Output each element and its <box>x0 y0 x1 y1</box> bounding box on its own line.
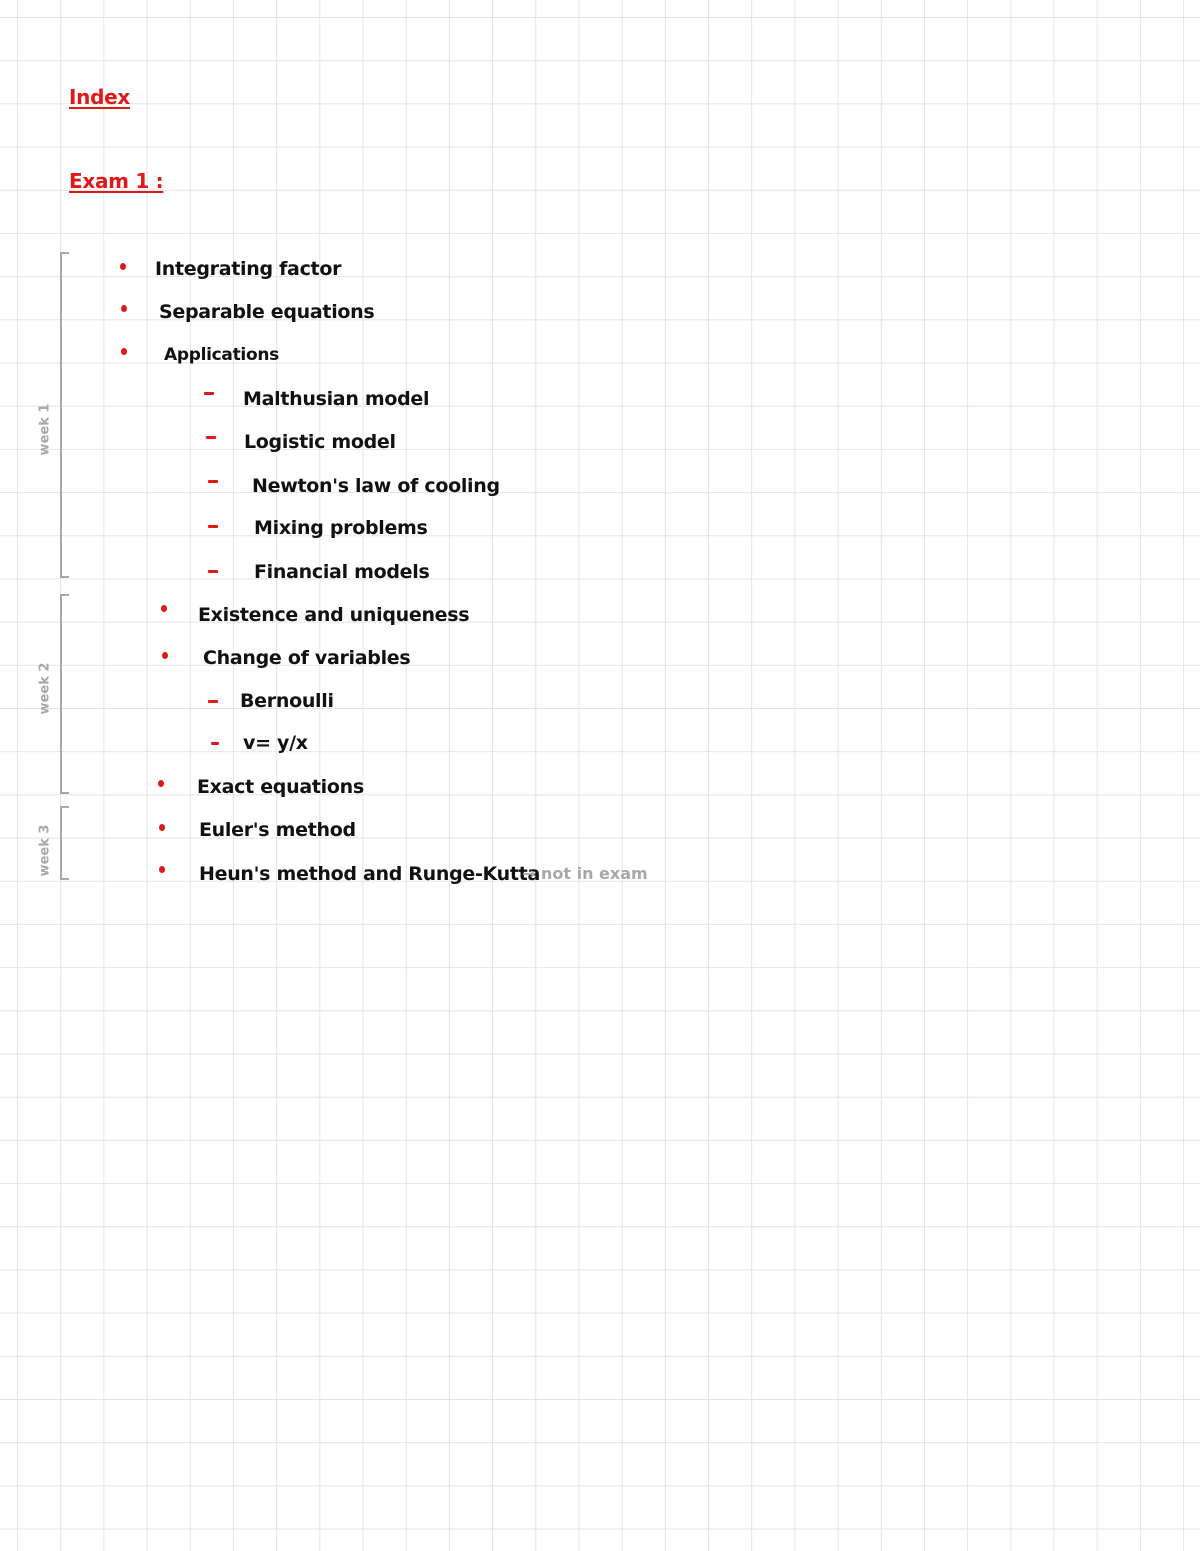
week-3-label: week 3 <box>37 824 53 877</box>
list-subitem: Mixing problems <box>254 517 428 539</box>
list-item: Applications <box>164 345 279 365</box>
dash-icon <box>208 570 218 573</box>
bullet-icon <box>162 652 168 659</box>
list-subitem: Malthusian model <box>243 388 430 410</box>
annotation-note: → not in exam <box>522 864 648 883</box>
week-3-bracket <box>60 806 69 880</box>
list-subitem: Financial models <box>254 561 430 583</box>
bullet-icon <box>120 263 126 270</box>
week-2-bracket <box>60 594 69 794</box>
bullet-icon <box>121 348 127 355</box>
list-subitem: Newton's law of cooling <box>252 475 500 497</box>
list-item: Separable equations <box>159 301 375 323</box>
list-item: Exact equations <box>197 776 364 798</box>
dash-icon <box>204 392 214 395</box>
page-title: Index <box>69 85 130 109</box>
list-subitem: Logistic model <box>244 431 396 453</box>
list-subitem: v= y/x <box>243 732 308 754</box>
week-1-label: week 1 <box>37 403 53 456</box>
bullet-icon <box>161 605 167 612</box>
section-heading: Exam 1 : <box>69 169 164 193</box>
list-item: Heun's method and Runge-Kutta <box>199 863 540 885</box>
dash-icon <box>206 436 216 439</box>
bullet-icon <box>158 780 164 787</box>
bullet-icon <box>159 824 165 831</box>
list-item: Change of variables <box>203 647 411 669</box>
list-item: Integrating factor <box>155 258 342 280</box>
bullet-icon <box>159 866 165 873</box>
dash-icon <box>208 480 218 483</box>
list-item: Existence and uniqueness <box>198 604 470 626</box>
list-subitem: Bernoulli <box>240 690 334 712</box>
dash-icon <box>208 525 218 528</box>
list-item: Euler's method <box>199 819 356 841</box>
dash-icon <box>208 700 218 703</box>
bullet-icon <box>121 305 127 312</box>
dash-icon <box>211 742 219 745</box>
week-1-bracket <box>60 252 69 578</box>
week-2-label: week 2 <box>37 662 53 715</box>
